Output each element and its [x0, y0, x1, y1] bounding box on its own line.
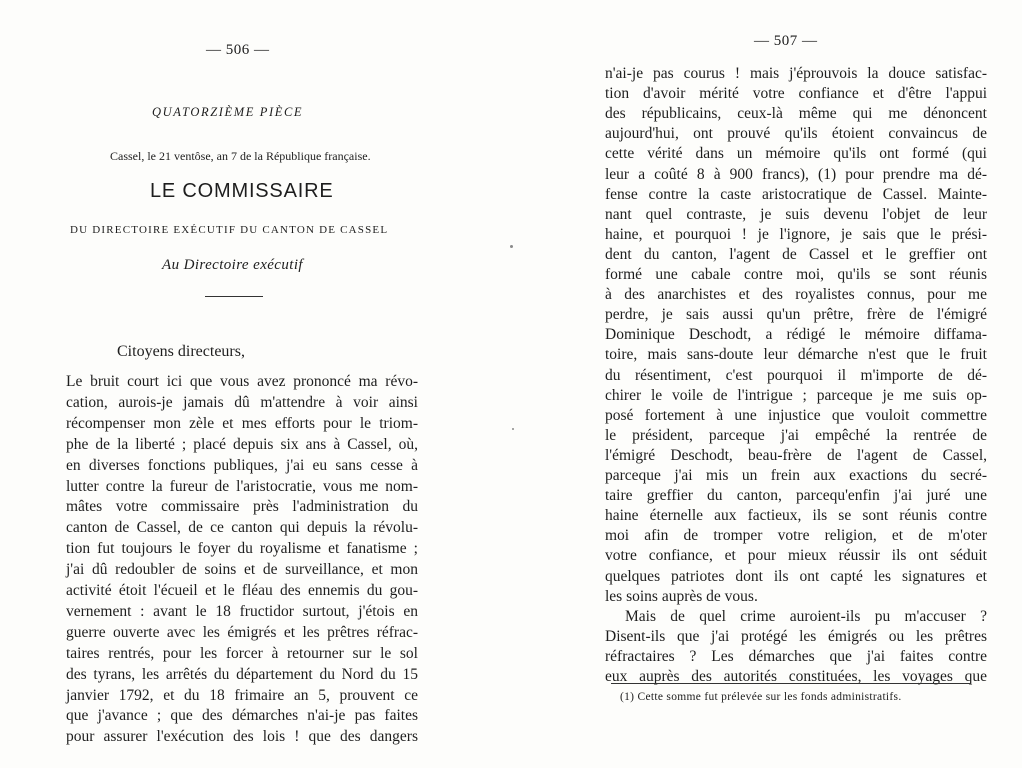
- footnote: (1) Cette somme fut prélevée sur les fonds administratifs.: [620, 691, 902, 703]
- text-line: mâtes votre commissaire près l'administration du: [66, 498, 418, 516]
- text-line: chirer le voile de l'intrigue ; parceque je me suis op-: [605, 386, 987, 404]
- text-line: du résentiment, c'est pourquoi il m'importe de dé-: [605, 366, 987, 384]
- text-line: aujourd'hui, ont prouvé qu'ils étoient convaincus de: [605, 125, 987, 143]
- text-line: le président, parceque j'ai empêché la rentrée de: [605, 426, 987, 444]
- text-line: récompenser mon zèle et mes efforts pour le triom-: [66, 414, 418, 432]
- text-line: cation, aurois-je jamais dû m'attendre à voir ainsi: [66, 393, 418, 411]
- paper-speck: [512, 428, 514, 430]
- title-divider: [205, 296, 263, 297]
- text-line: posé fortement à une injustice que vouloit commettre: [605, 406, 987, 424]
- text-line: formé une cabale contre moi, qu'ils se sont réunis: [605, 266, 987, 283]
- text-line: tion fut toujours le foyer du royalisme et fanatisme ;: [66, 540, 418, 558]
- text-line: Dominique Deschodt, a rédigé le mémoire diffama-: [605, 326, 987, 344]
- text-line: guerre ouverte avec les émigrés et les prêtres réfrac-: [66, 623, 418, 641]
- document-heading: LE COMMISSAIRE: [150, 180, 334, 202]
- page-number-507: — 507 —: [754, 33, 818, 49]
- left-page: [0, 0, 505, 768]
- text-line: perdre, je sais aussi qu'un prêtre, frère de l'émigré: [605, 306, 987, 324]
- text-line: haine, et pourquoi ! je l'ignore, je sais que le prési-: [605, 225, 987, 243]
- text-line: Mais de quel crime auroient-ils pu m'accuser ?: [625, 607, 987, 625]
- text-line: des républicains, ceux-là même qui me dénoncent: [605, 105, 987, 123]
- text-line: phe de la liberté ; placé depuis six ans à Cassel, où,: [66, 435, 418, 453]
- text-line: lutter contre la fureur de l'aristocratie, vous me nom-: [66, 477, 418, 495]
- text-line: canton de Cassel, de ce canton qui depuis la révolu-: [66, 519, 418, 537]
- text-line: Disent-ils que j'ai protégé les émigrés ou les prêtres: [605, 627, 987, 645]
- page-number-506: — 506 —: [206, 42, 270, 58]
- footnote-divider: [611, 683, 971, 684]
- salutation: Citoyens directeurs,: [117, 343, 245, 360]
- text-line: taires rentrés, pour les forcer à retourner sur le sol: [66, 644, 418, 662]
- text-line: n'ai-je pas courus ! mais j'éprouvois la douce satisfac-: [605, 65, 987, 82]
- text-line: parceque j'ai mis un frein aux exactions du secré-: [605, 467, 987, 484]
- text-line: tion d'avoir mérité votre confiance et d'être l'appui: [605, 85, 987, 103]
- text-line: pour assurer l'exécution des lois ! que des dangers: [66, 728, 418, 746]
- text-line: votre confiance, et pour mieux réussir ils ont séduit: [605, 547, 987, 565]
- text-line: moi afin de tromper votre religion, et de m'oter: [605, 527, 987, 545]
- document-subtitle: DU DIRECTOIRE EXÉCUTIF DU CANTON DE CASSEL: [70, 224, 389, 236]
- dateline: Cassel, le 21 ventôse, an 7 de la République française.: [110, 149, 371, 163]
- text-line: leur a coûté 8 à 900 francs), (1) pour prendre ma dé-: [605, 165, 987, 183]
- text-line: réfractaires ? Les démarches que j'ai faites contre: [605, 647, 987, 665]
- text-line: fense contre la caste aristocratique de Cassel. Mainte-: [605, 185, 987, 203]
- text-line: cette vérité dans un mémoire qu'ils ont formé (qui: [605, 145, 987, 163]
- text-line: en diverses fonctions publiques, j'ai eu sans cesse à: [66, 456, 418, 474]
- text-line: toire, mais sans-doute leur démarche n'est que le fruit: [605, 346, 987, 364]
- text-line: quelques patriotes dont ils ont capté les signatures et: [605, 567, 987, 585]
- text-line: eux auprès des autorités constituées, les voyages que: [605, 668, 987, 685]
- text-line: dent du canton, l'agent de Cassel et le greffier ont: [605, 245, 987, 263]
- text-line: vernement : avant le 18 fructidor surtout, j'étois en: [66, 602, 418, 620]
- text-line: à des anarchistes et des royalistes connus, pour me: [605, 286, 987, 304]
- text-line: que j'avance ; que des démarches n'ai-je pas faites: [66, 707, 418, 725]
- text-line: activité étoit l'écueil et le fléau des ennemis du gou-: [66, 582, 418, 599]
- text-line: taire greffier du canton, parcequ'enfin j'ai juré une: [605, 487, 987, 505]
- text-line: nant quel contraste, je suis devenu l'objet de leur: [605, 205, 987, 223]
- addressee: Au Directoire exécutif: [162, 257, 303, 273]
- paper-speck: [510, 245, 513, 248]
- text-line: janvier 1792, et du 18 frimaire an 5, prouvent ce: [66, 686, 418, 704]
- text-line: j'ai dû redoubler de soins et de surveillance, et mon: [66, 561, 418, 579]
- text-line: Le bruit court ici que vous avez prononcé ma révo-: [66, 373, 418, 390]
- text-line: haine éternelle aux factieux, ils se sont réunis contre: [605, 507, 987, 525]
- text-line: l'émigré Deschodt, beau-frère de l'agent de Cassel,: [605, 446, 987, 464]
- right-page: [505, 0, 1022, 768]
- piece-title: QUATORZIÈME PIÈCE: [152, 105, 304, 119]
- text-line: les soins auprès de vous.: [605, 587, 758, 605]
- text-line: des tyrans, les arrêtés du département du Nord du 15: [66, 665, 418, 683]
